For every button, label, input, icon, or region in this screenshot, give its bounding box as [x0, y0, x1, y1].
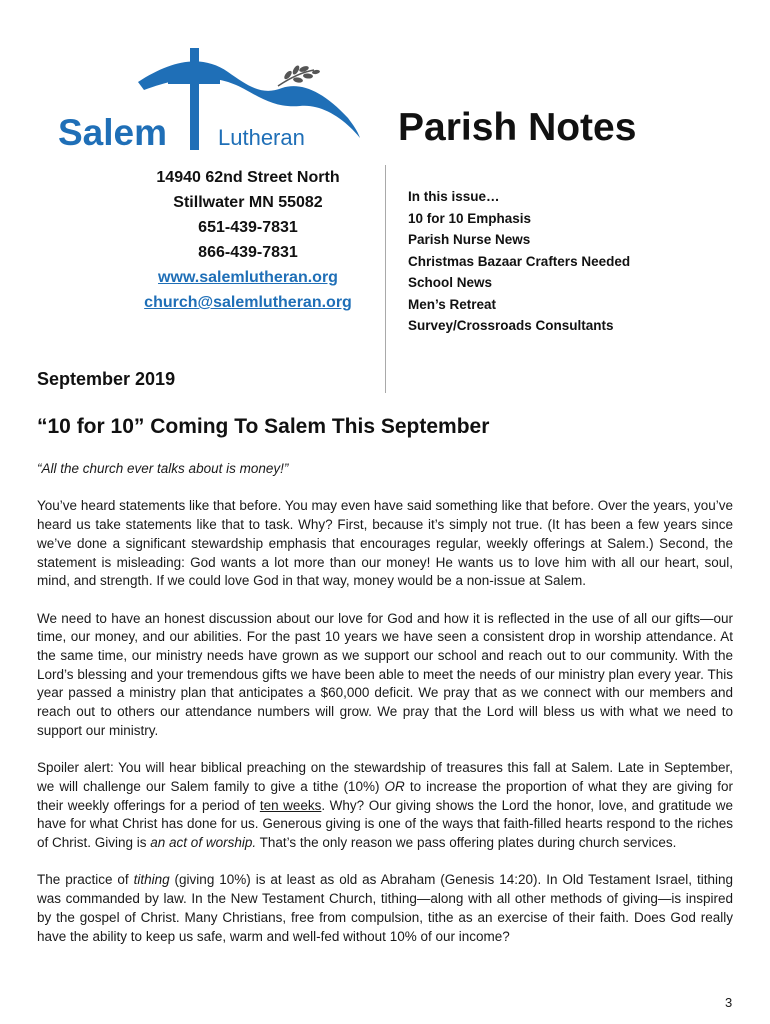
- paragraph-2: We need to have an honest discussion about our love for God and how it is reflected in the use of all our gifts—our time, our money, and our abilities. For the past 10 years we have seen a consistent drop in worship attendance. At the same time, our ministry needs have grown as we support our school and reach out to our community. With the Lord’s blessing and your tremendous gifts we have been able to meet the needs of our ministry plan every year. This year passed a ministry plan that anticipates a $60,000 deficit. We pray that as we connect with our members and reach out to others our attendance numbers will grow. We pray that the Lord will bless us with what we need to support our ministry.: [37, 610, 733, 738]
- phone-tollfree: 866-439-7831: [198, 244, 298, 261]
- church-logo: [52, 42, 372, 160]
- issue-item: Survey/Crossroads Consultants: [408, 318, 614, 333]
- email-link[interactable]: church@salemlutheran.org: [144, 294, 352, 311]
- in-this-issue-box: [408, 186, 630, 337]
- issue-date: September 2019: [37, 369, 176, 389]
- logo-wordmark-salem: Salem: [58, 112, 168, 153]
- vertical-divider: [385, 165, 386, 393]
- paragraph-1: You’ve heard statements like that before. You may even have said something like that before. Over the years, you’ve heard us take statements like that to task. Why? First, because it’s simply not true. (It has been a few years since we’ve done a significant stewardship emphasis that encourages regular, weekly offerings at Salem.) Second, the statement is misleading: God wants a lot more than our money! He wants us to love him with all our heart, soul, mind, and strength. If we could love God in that way, money would be a non-issue at Salem.: [37, 498, 733, 589]
- paragraph-3: Spoiler alert: You will hear biblical preaching on the stewardship of treasures this fall at Salem. Late in September, we will challenge our Salem family to give a tithe (10%) OR to increase the proportion of what they are giving for their weekly offerings for a period of ten weeks. Why? Our giving shows the Lord the honor, love, and gratitude we have for what Christ has done for us. Generous giving is one of the ways that faith-filled hearts respond to the riches of Christ. Giving is an act of worship. That’s the only reason we pass offering plates during church services.: [37, 760, 733, 851]
- page-number: 3: [725, 995, 733, 1010]
- issue-item: Christmas Bazaar Crafters Needed: [408, 253, 631, 269]
- article-headline: “10 for 10” Coming To Salem This September: [37, 415, 490, 438]
- article-quote: “All the church ever talks about is money!”: [37, 461, 289, 476]
- website-link[interactable]: www.salemlutheran.org: [158, 269, 338, 286]
- contact-block: [60, 165, 436, 315]
- issue-item: Men’s Retreat: [408, 296, 497, 312]
- in-this-issue-heading: In this issue…: [408, 189, 500, 204]
- paragraph-4: The practice of tithing (giving 10%) is at least as old as Abraham (Genesis 14:20). In Old Testament Israel, tithing was commanded by law. In the New Testament Church, tithing—along with all other methods of giving—is inspired by the gospel of Christ. Many Christians, free from compulsion, tithe as an exercise of their faith. Does God really have the ability to keep us safe, warm and well-fed without 10% of our income?: [37, 872, 734, 944]
- issue-item: School News: [408, 275, 493, 290]
- issue-item: Parish Nurse News: [408, 232, 531, 247]
- logo-wordmark-lutheran: Lutheran: [218, 125, 305, 150]
- article-body: [37, 460, 733, 965]
- phone-local: 651-439-7831: [198, 219, 298, 236]
- issue-item: 10 for 10 Emphasis: [408, 210, 532, 226]
- city-state-zip: Stillwater MN 55082: [173, 194, 323, 211]
- page-title: Parish Notes: [398, 106, 637, 149]
- street-address: 14940 62nd Street North: [156, 169, 340, 186]
